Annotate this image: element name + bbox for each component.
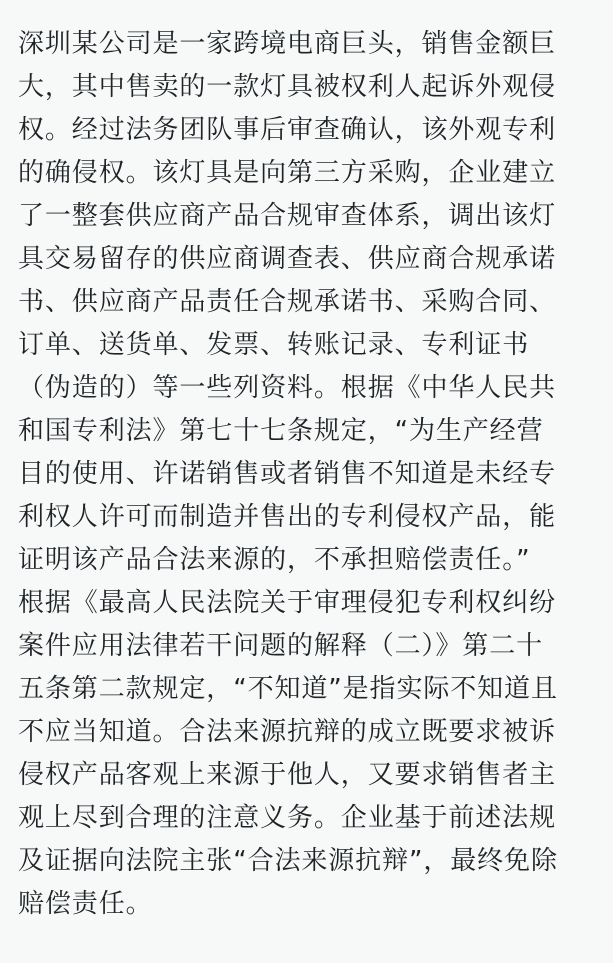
text-line-18: 侵权产品客观上来源于他人，又要求销售者主 xyxy=(18,760,557,790)
text-line-1: 深圳某公司是一家跨境电商巨头，销售金额巨 xyxy=(18,29,557,59)
text-line-15: 案件应用法律若干问题的解释（二）》第二十 xyxy=(18,631,544,661)
text-line-2: 大，其中售卖的一款灯具被权利人起诉外观侵 xyxy=(18,72,557,102)
text-line-20: 及证据向法院主张“合法来源抗辩”，最终免除 xyxy=(18,846,558,876)
text-line-12: 利权人许可而制造并售出的专利侵权产品，能 xyxy=(18,502,557,532)
text-line-5: 了一整套供应商产品合规审查体系，调出该灯 xyxy=(18,201,557,231)
text-line-3: 权。经过法务团队事后审查确认，该外观专利 xyxy=(18,115,557,145)
text-line-14: 根据《最高人民法院关于审理侵犯专利权纠纷 xyxy=(18,588,557,618)
text-line-4: 的确侵权。该灯具是向第三方采购，企业建立 xyxy=(18,158,557,188)
text-line-19: 观上尽到合理的注意义务。企业基于前述法规 xyxy=(18,803,557,833)
text-line-16: 五条第二款规定，“不知道”是指实际不知道且 xyxy=(18,674,558,704)
text-line-21: 赔偿责任。 xyxy=(18,889,153,919)
text-line-6: 具交易留存的供应商调查表、供应商合规承诺 xyxy=(18,244,557,274)
text-line-7: 书、供应商产品责任合规承诺书、采购合同、 xyxy=(18,287,557,317)
text-line-11: 目的使用、许诺销售或者销售不知道是未经专 xyxy=(18,459,557,489)
text-line-13: 证明该产品合法来源的，不承担赔偿责任。” xyxy=(18,545,531,575)
text-line-8: 订单、送货单、发票、转账记录、专利证书 xyxy=(18,330,530,360)
text-line-17: 不应当知道。合法来源抗辩的成立既要求被诉 xyxy=(18,717,557,747)
text-line-9: （伪造的）等一些列资料。根据《中华人民共 xyxy=(18,373,557,403)
text-line-10: 和国专利法》第七十七条规定，“为生产经营 xyxy=(18,416,544,446)
